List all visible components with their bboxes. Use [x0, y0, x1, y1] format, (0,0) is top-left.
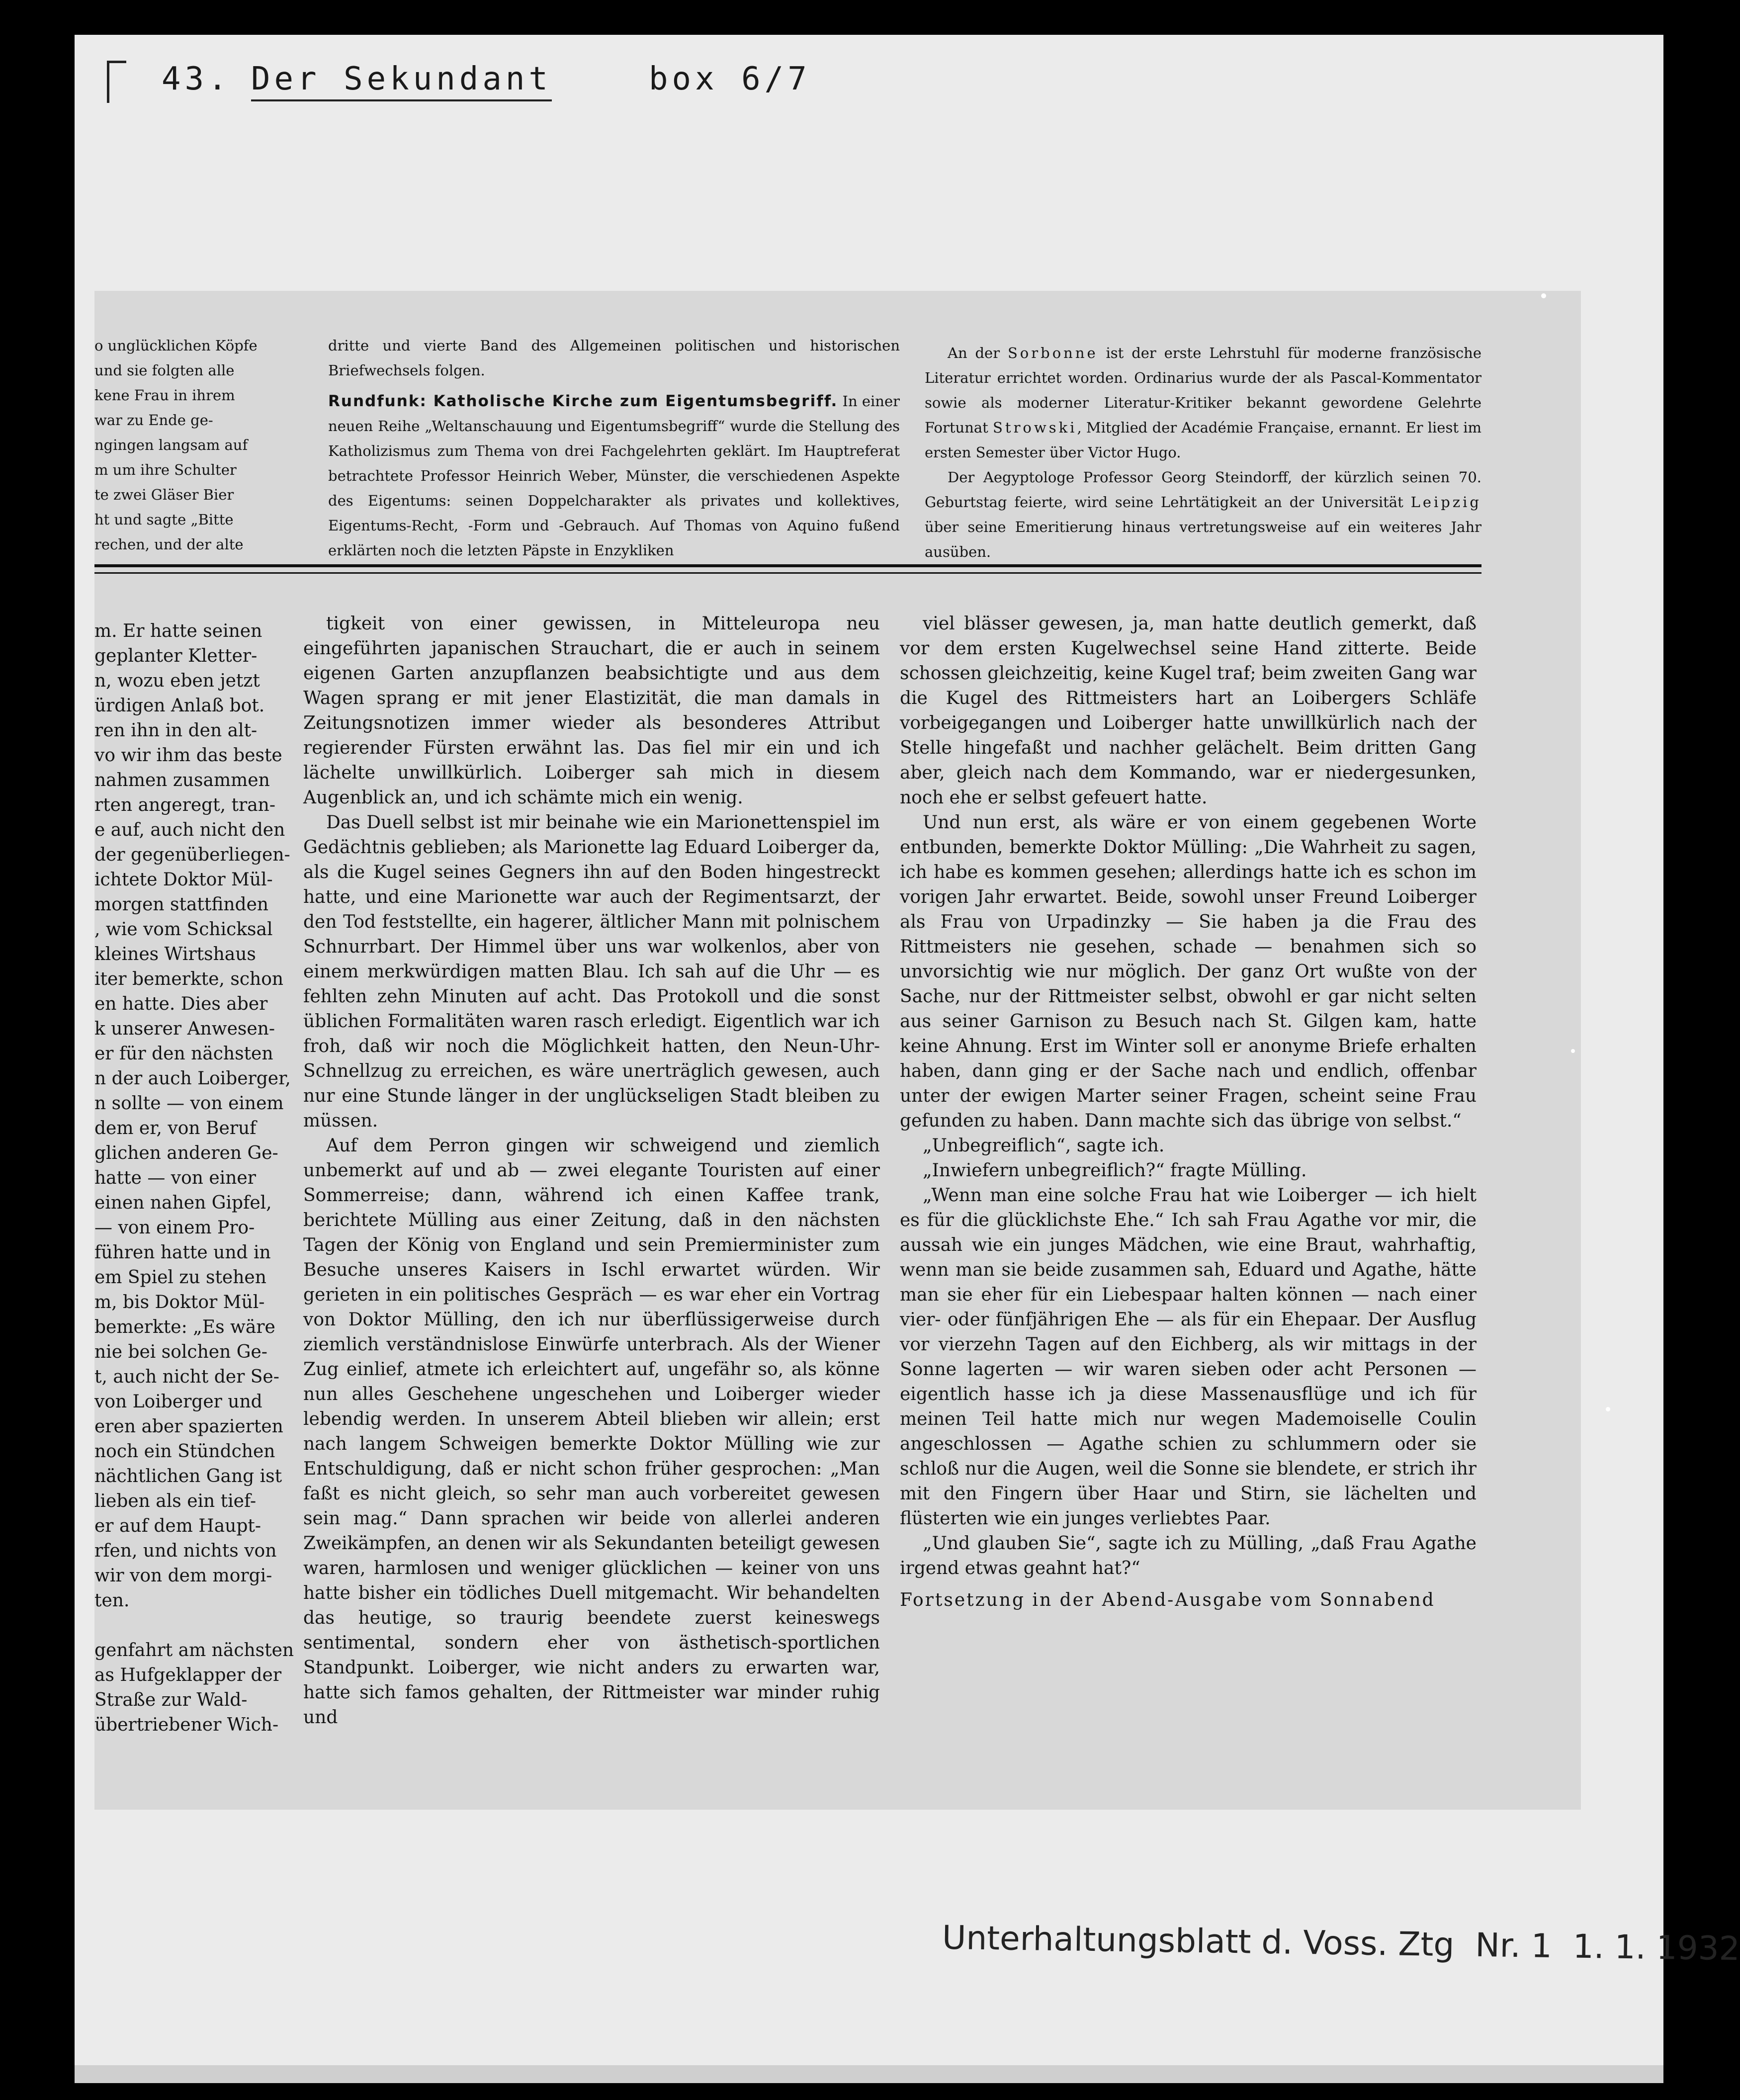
fragment-line: kleines Wirtshaus [94, 944, 256, 964]
fragment-line: n sollte — von einem [94, 1093, 284, 1114]
note-source: Unterhaltungsblatt d. Voss. Ztg [942, 1918, 1455, 1964]
fragment-line: wir von dem morgi- [94, 1566, 272, 1586]
fragment-line: war zu Ende ge- [94, 412, 213, 429]
box-label: box 6/7 [649, 61, 811, 97]
fragment-line: kene Frau in ihrem [94, 387, 235, 404]
fragment-line: — von einem Pro- [94, 1218, 255, 1238]
fragment-line: o unglücklichen Köpfe [94, 337, 258, 354]
film-speck [1541, 293, 1546, 298]
briefwechsel-note: dritte und vierte Band des Allgemeinen politischen und historischen Briefwechsels folgen. [328, 337, 900, 379]
fragment-line: rechen, und der alte [94, 536, 244, 553]
item-number: 43. [162, 61, 231, 97]
fragment-line: n der auch Loiberger, [94, 1068, 291, 1089]
fragment-line: rten angeregt, tran- [94, 795, 276, 815]
fragment-line: geplanter Kletter- [94, 646, 258, 666]
fragment-line: iter bemerkte, schon [94, 969, 284, 989]
story-paragraph: „Und glauben Sie“, sagte ich zu Mülling, „daß Frau Agathe irgend etwas geahnt hat?“ [900, 1533, 1477, 1578]
sorbonne-note: An der Sorbonne ist der erste Lehrstuhl für moderne französische Literatur errichtet worden. Ordinarius wurde der als Pascal-Kommentator sowie als moderner Literatur-Kritiker bekannt gewordene Gelehrte Fortunat Strowski, Mitglied der Académie Française, ernannt. Er liest im ersten Semester über Victor Hugo. [925, 345, 1482, 461]
fragment-line: em Spiel zu stehen [94, 1267, 266, 1288]
note-issue: Nr. 1 [1475, 1925, 1553, 1965]
fragment-line: ngingen langsam auf [94, 437, 248, 453]
work-title: Der Sekundant [251, 61, 552, 101]
fragment-line: glichen anderen Ge- [94, 1143, 278, 1163]
fragment-line: m, bis Doktor Mül- [94, 1292, 265, 1312]
fragment-line: nächtlichen Gang ist [94, 1466, 282, 1487]
fragment-line: Straße zur Wald- [94, 1690, 248, 1710]
top-left-column-fragment [94, 333, 293, 557]
main-right-paragraphs [900, 612, 1477, 1581]
fragment-line: rfen, und nichts von [94, 1541, 277, 1561]
story-paragraph: Und nun erst, als wäre er von einem gegebenen Worte entbunden, bemerkte Doktor Mülling: „Die Wahrheit zu sagen, ich habe es kommen gesehen; allerdings hatte ich es schon im vorigen Jahr erwartet. Beide, sowohl unser Freund Loiberger als Frau von Urpadinzky — Sie haben ja die Frau des Rittmeisters nie gesehen, schade — benahmen sich so unvorsichtig wie nur möglich. Der ganz Ort wußte von der Sache, nur der Rittmeister selbst, obwohl er gar nicht selten aus seiner Garnison zu Besuch nach St. Gilgen kam, hatte keine Ahnung. Erst im Winter soll er anonyme Briefe erhalten haben, dann ging er der Sache nach und endlich, offenbar unter der ewigen Marter seiner Fragen, scheint seine Frau gefunden zu haben. Dann machte sich das übrige von selbst.“ [900, 812, 1477, 1131]
fragment-line: ren ihn in den alt- [94, 720, 258, 741]
fragment-line [94, 1613, 293, 1638]
section-divider-rule [94, 564, 1481, 574]
main-right-column [900, 612, 1477, 1775]
fragment-line: von Loiberger und [94, 1392, 262, 1412]
fragment-line: übertriebener Wich- [94, 1715, 279, 1735]
continuation-notice: Fortsetzung in der Abend-Ausgabe vom Sonnabend [900, 1590, 1435, 1610]
top-right-column [925, 341, 1481, 559]
fragment-line: nahmen zusammen [94, 770, 270, 790]
film-speck [1606, 1407, 1610, 1411]
fragment-line: m um ihre Schulter [94, 461, 237, 478]
story-paragraph: viel blässer gewesen, ja, man hatte deutlich gemerkt, daß vor dem ersten Kugelwechsel seine Hand zitterte. Beide schossen gleichzeitig, keine Kugel traf; beim zweiten Gang war die Kugel des Rittmeisters hart an Loibergers Schläfe vorbeigegangen und Loiberger hatte unwillkürlich nach der Stelle hingefaßt und nachher gelächelt. Beim dritten Gang aber, gleich nach dem Kommando, war er niedergesunken, noch ehe er selbst gefeuert hatte. [900, 613, 1477, 808]
fragment-line: nie bei solchen Ge- [94, 1342, 267, 1362]
fragment-line: en hatte. Dies aber [94, 994, 268, 1014]
rundfunk-heading: Rundfunk: Katholische Kirche zum Eigentumsbegriff. [328, 392, 838, 410]
fragment-line: as Hufgeklapper der [94, 1665, 282, 1685]
fragment-line: bemerkte: „Es wäre [94, 1317, 275, 1337]
fragment-line: einen nahen Gipfel, [94, 1193, 272, 1213]
fragment-line: ht und sagte „Bitte [94, 511, 234, 528]
newspaper-clipping [94, 291, 1581, 1810]
story-paragraph: Auf dem Perron gingen wir schweigend und ziemlich unbemerkt auf und ab — zwei elegante Touristen auf einer Sommerreise; dann, während ich einen Kaffee trank, berichtete Mülling aus einer Zeitung, daß in den nächsten Tagen der König von England und sein Premierminister zum Besuche unseres Kaisers in Ischl erwartet würden. Wir gerieten in ein politisches Gespräch — es war eher ein Vortrag von Doktor Mülling, den ich nur überflüssigerweise durch ziemlich verständnislose Einwürfe unterbrach. Als der Wiener Zug einlief, atmete ich erleichtert auf, ungefähr so, als könne nun alles Geschehene ungeschehen und Loiberger wieder lebendig werden. In unserem Abteil blieben wir allein; erst nach langem Schweigen bemerkte Doktor Mülling wie zur Entschuldigung, daß er nicht schon früher gesprochen: „Man faßt es nicht gleich, so sehr man auch vorbereitet gewesen sein mag.“ Dann sprachen wir beide von allerlei anderen Zweikämpfen, an denen wir als Sekundanten beteiligt gewesen waren, harmlosen und weniger glücklichen — keiner von uns hatte bisher ein tödliches Duell mitgemacht. Wir behandelten das heutige, so traurig beendete zuerst keineswegs sentimental, sondern eher von ästhetisch-sportlichen Standpunkt. Loiberger, wie nicht anders zu erwarten war, hatte sich famos gehalten, der Rittmeister war minder ruhig und [303, 1136, 880, 1728]
story-paragraph: „Unbegreiflich“, sagte ich. [923, 1136, 1165, 1156]
fragment-line: ten. [94, 1590, 130, 1611]
archive-sheet [75, 35, 1740, 2083]
fragment-line: t, auch nicht der Se- [94, 1367, 279, 1387]
fragment-line: ichtete Doktor Mül- [94, 870, 273, 890]
fragment-line: eren aber spazierten [94, 1416, 283, 1437]
corner-bracket-mark [107, 61, 126, 103]
fragment-line: ürdigen Anlaß bot. [94, 696, 265, 716]
fragment-line: te zwei Gläser Bier [94, 486, 234, 503]
fragment-line: er auf dem Haupt- [94, 1516, 261, 1536]
fragment-line: e auf, auch nicht den [94, 820, 285, 840]
fragment-line: lieben als ein tief- [94, 1491, 257, 1511]
film-speck [1571, 1049, 1575, 1053]
note-date: 1. 1. 1932 [1572, 1927, 1740, 1968]
fragment-line: noch ein Stündchen [94, 1441, 275, 1462]
main-left-column-fragment [94, 619, 293, 1757]
fragment-line: genfahrt am nächsten [94, 1640, 294, 1661]
story-paragraph: „Wenn man eine solche Frau hat wie Loiberger — ich hielt es für die glücklichste Ehe.“ Ich sah Frau Agathe vor mir, die aussah wie ein junges Mädchen, wie eine Braut, wahrhaftig, wenn man sie beide zusammen sah, Eduard und Agathe, hätte man sie eher für ein Liebespaar halten können — nach einer vier- oder fünfjährigen Ehe — als für ein Ehepaar. Der Ausflug vor vierzehn Tagen auf den Eichberg, als wir mittags in der Sonne lagerten — wir waren sieben oder acht Personen — eigentlich hasse ich ja diese Massenausflüge und ich für meinen Teil hatte mich nur wegen Mademoiselle Coulin angeschlossen — Agathe schien zu schlummern oder sie schloß nur die Augen, weil die Sonne sie blendete, er strich ihr mit den Fingern über Haar und Stirn, sie lächelten und flüsterten wie ein junges verliebtes Paar. [900, 1185, 1477, 1529]
steindorff-note: Der Aegyptologe Professor Georg Steindorff, der kürzlich seinen 70. Geburtstag feierte, wird seine Lehrtätigkeit an der Universität Leipzig über seine Emeritierung hinaus vertretungsweise auf ein weiteres Jahr ausüben. [925, 469, 1481, 560]
fragment-line: , wie vom Schicksal [94, 919, 273, 940]
story-paragraph: tigkeit von einer gewissen, in Mitteleuropa neu eingeführten japanischen Strauchart, die er auch in seinem eigenen Garten anzupflanzen beabsichtigte und aus dem Wagen sprang er mit jener Elastizität, die man damals in Zeitungsnotizen immer wieder als besonderes Attribut regierender Fürsten erwähnt las. Das fiel mir ein und ich lächelte unwillkürlich. Loiberger sah mich in diesem Augenblick an, und ich schämte mich ein wenig. [303, 613, 880, 808]
fragment-line: n, wozu eben jetzt [94, 671, 260, 691]
sheet-bottom-edge [75, 2065, 1663, 2083]
fragment-line: er für den nächsten [94, 1044, 273, 1064]
fragment-line: führen hatte und in [94, 1242, 271, 1263]
top-middle-column [328, 333, 900, 559]
handwritten-source-note [942, 1919, 1740, 1968]
fragment-line: vo wir ihm das beste [94, 745, 282, 766]
story-paragraph: „Inwiefern unbegreiflich?“ fragte Mülling. [923, 1160, 1307, 1181]
fragment-line: und sie folgten alle [94, 362, 235, 379]
fragment-line: hatte — von einer [94, 1168, 256, 1188]
fragment-line: k unserer Anwesen- [94, 1019, 275, 1039]
fragment-line: der gegenüberliegen- [94, 845, 290, 865]
rundfunk-body: In einer neuen Reihe „Weltanschauung und Eigentumsbegriff“ wurde die Stellung des Katholizismus zum Thema von drei Fachgelehrten geklärt. Im Hauptreferat betrachtete Professor Heinrich Weber, Münster, die verschiedenen Aspekte des Eigentums: seinen Doppelcharakter als privates und kollektives, Eigentums-Recht, -Form und -Gebrauch. Auf Thomas von Aquino fußend erklärten noch die letzten Päpste in Enzykliken [328, 393, 900, 559]
fragment-line: m. Er hatte seinen [94, 621, 262, 641]
fragment-line: dem er, von Beruf [94, 1118, 257, 1138]
story-paragraph: Das Duell selbst ist mir beinahe wie ein Marionettenspiel im Gedächtnis geblieben; als Marionette lag Eduard Loiberger da, als die Kugel seines Gegners ihn auf den Boden hingestreckt hatte, und eine Marionette war auch der Regimentsarzt, der den Tod feststellte, ein hagerer, ältlicher Mann mit polnischem Schnurrbart. Der Himmel über uns war wolkenlos, aber von einem merkwürdigen matten Blau. Ich sah auf die Uhr — es fehlten zehn Minuten auf acht. Das Protokoll und die sonst üblichen Formalitäten waren rasch erledigt. Eigentlich war ich froh, daß wir noch die Möglichkeit hatten, den Neun-Uhr-Schnellzug zu erreichen, es wäre unerträglich gewesen, auch nur eine Stunde länger in der unglückseligen Stadt bleiben zu müssen. [303, 812, 880, 1131]
main-middle-column [303, 612, 880, 1760]
fragment-line: morgen stattfinden [94, 894, 269, 915]
